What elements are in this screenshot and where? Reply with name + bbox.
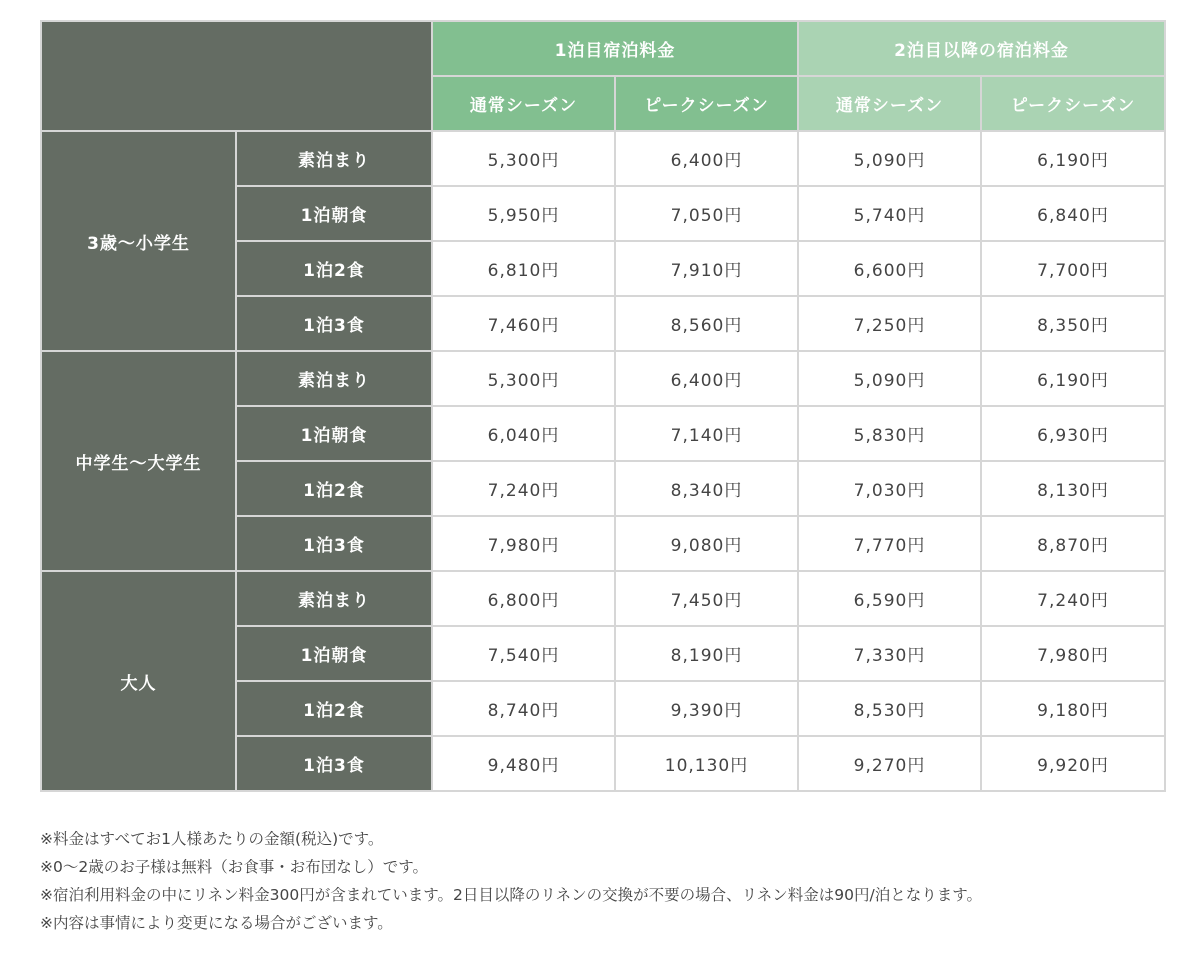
price-cell: 5,740円 (798, 186, 981, 241)
rate-body (41, 131, 1165, 791)
price-cell: 5,830円 (798, 406, 981, 461)
price-cell: 5,090円 (798, 131, 981, 186)
age-group-label: 大人 (41, 571, 236, 791)
meal-plan-label: 1泊3食 (236, 296, 432, 351)
meal-plan-label: 1泊2食 (236, 681, 432, 736)
meal-plan-label: 1泊朝食 (236, 406, 432, 461)
price-cell: 7,050円 (615, 186, 798, 241)
price-cell: 7,540円 (432, 626, 615, 681)
price-cell: 9,920円 (981, 736, 1165, 791)
price-cell: 8,130円 (981, 461, 1165, 516)
price-cell: 6,810円 (432, 241, 615, 296)
price-cell: 8,530円 (798, 681, 981, 736)
meal-plan-label: 1泊2食 (236, 241, 432, 296)
price-cell: 8,350円 (981, 296, 1165, 351)
meal-plan-label: 1泊3食 (236, 516, 432, 571)
price-cell: 8,870円 (981, 516, 1165, 571)
price-cell: 8,190円 (615, 626, 798, 681)
price-cell: 8,560円 (615, 296, 798, 351)
price-cell: 6,400円 (615, 131, 798, 186)
second-night-header: 2泊目以降の宿泊料金 (798, 21, 1165, 76)
corner-cell (41, 21, 432, 131)
meal-plan-label: 素泊まり (236, 131, 432, 186)
notes (40, 825, 1170, 937)
meal-plan-label: 素泊まり (236, 571, 432, 626)
price-cell: 8,740円 (432, 681, 615, 736)
price-cell: 5,090円 (798, 351, 981, 406)
price-cell: 9,390円 (615, 681, 798, 736)
table-row (41, 351, 1165, 406)
second-night-peak-header: ピークシーズン (981, 76, 1165, 131)
second-night-normal-header: 通常シーズン (798, 76, 981, 131)
price-cell: 7,030円 (798, 461, 981, 516)
meal-plan-label: 1泊3食 (236, 736, 432, 791)
price-cell: 6,930円 (981, 406, 1165, 461)
price-cell: 7,770円 (798, 516, 981, 571)
price-cell: 6,840円 (981, 186, 1165, 241)
price-cell: 7,240円 (432, 461, 615, 516)
first-night-header: 1泊目宿泊料金 (432, 21, 798, 76)
price-cell: 7,910円 (615, 241, 798, 296)
first-night-normal-header: 通常シーズン (432, 76, 615, 131)
price-cell: 5,300円 (432, 131, 615, 186)
price-cell: 6,600円 (798, 241, 981, 296)
age-group-label: 3歳～小学生 (41, 131, 236, 351)
price-cell: 5,950円 (432, 186, 615, 241)
price-cell: 7,240円 (981, 571, 1165, 626)
price-cell: 7,980円 (432, 516, 615, 571)
age-group-label: 中学生～大学生 (41, 351, 236, 571)
price-cell: 7,700円 (981, 241, 1165, 296)
meal-plan-label: 1泊朝食 (236, 626, 432, 681)
price-cell: 6,190円 (981, 131, 1165, 186)
price-cell: 6,400円 (615, 351, 798, 406)
meal-plan-label: 素泊まり (236, 351, 432, 406)
meal-plan-label: 1泊2食 (236, 461, 432, 516)
price-cell: 6,190円 (981, 351, 1165, 406)
price-cell: 7,460円 (432, 296, 615, 351)
price-cell: 8,340円 (615, 461, 798, 516)
price-cell: 7,450円 (615, 571, 798, 626)
note-line: ※宿泊利用料金の中にリネン料金300円が含まれています。2日目以降のリネンの交換が不要の場合、リネン料金は90円/泊となります。 (40, 886, 982, 904)
price-cell: 7,250円 (798, 296, 981, 351)
price-cell: 5,300円 (432, 351, 615, 406)
table-row (41, 571, 1165, 626)
first-night-peak-header: ピークシーズン (615, 76, 798, 131)
price-cell: 9,180円 (981, 681, 1165, 736)
table-row (41, 131, 1165, 186)
meal-plan-label: 1泊朝食 (236, 186, 432, 241)
price-cell: 6,040円 (432, 406, 615, 461)
price-cell: 7,980円 (981, 626, 1165, 681)
price-cell: 6,800円 (432, 571, 615, 626)
price-cell: 9,080円 (615, 516, 798, 571)
price-cell: 7,330円 (798, 626, 981, 681)
rate-table (40, 20, 1166, 792)
price-cell: 9,270円 (798, 736, 981, 791)
price-cell: 10,130円 (615, 736, 798, 791)
note-line: ※0～2歳のお子様は無料（お食事・お布団なし）です。 (40, 858, 428, 876)
note-line: ※内容は事情により変更になる場合がございます。 (40, 914, 393, 932)
price-cell: 7,140円 (615, 406, 798, 461)
note-line: ※料金はすべてお1人様あたりの金額(税込)です。 (40, 830, 384, 848)
price-cell: 6,590円 (798, 571, 981, 626)
price-cell: 9,480円 (432, 736, 615, 791)
